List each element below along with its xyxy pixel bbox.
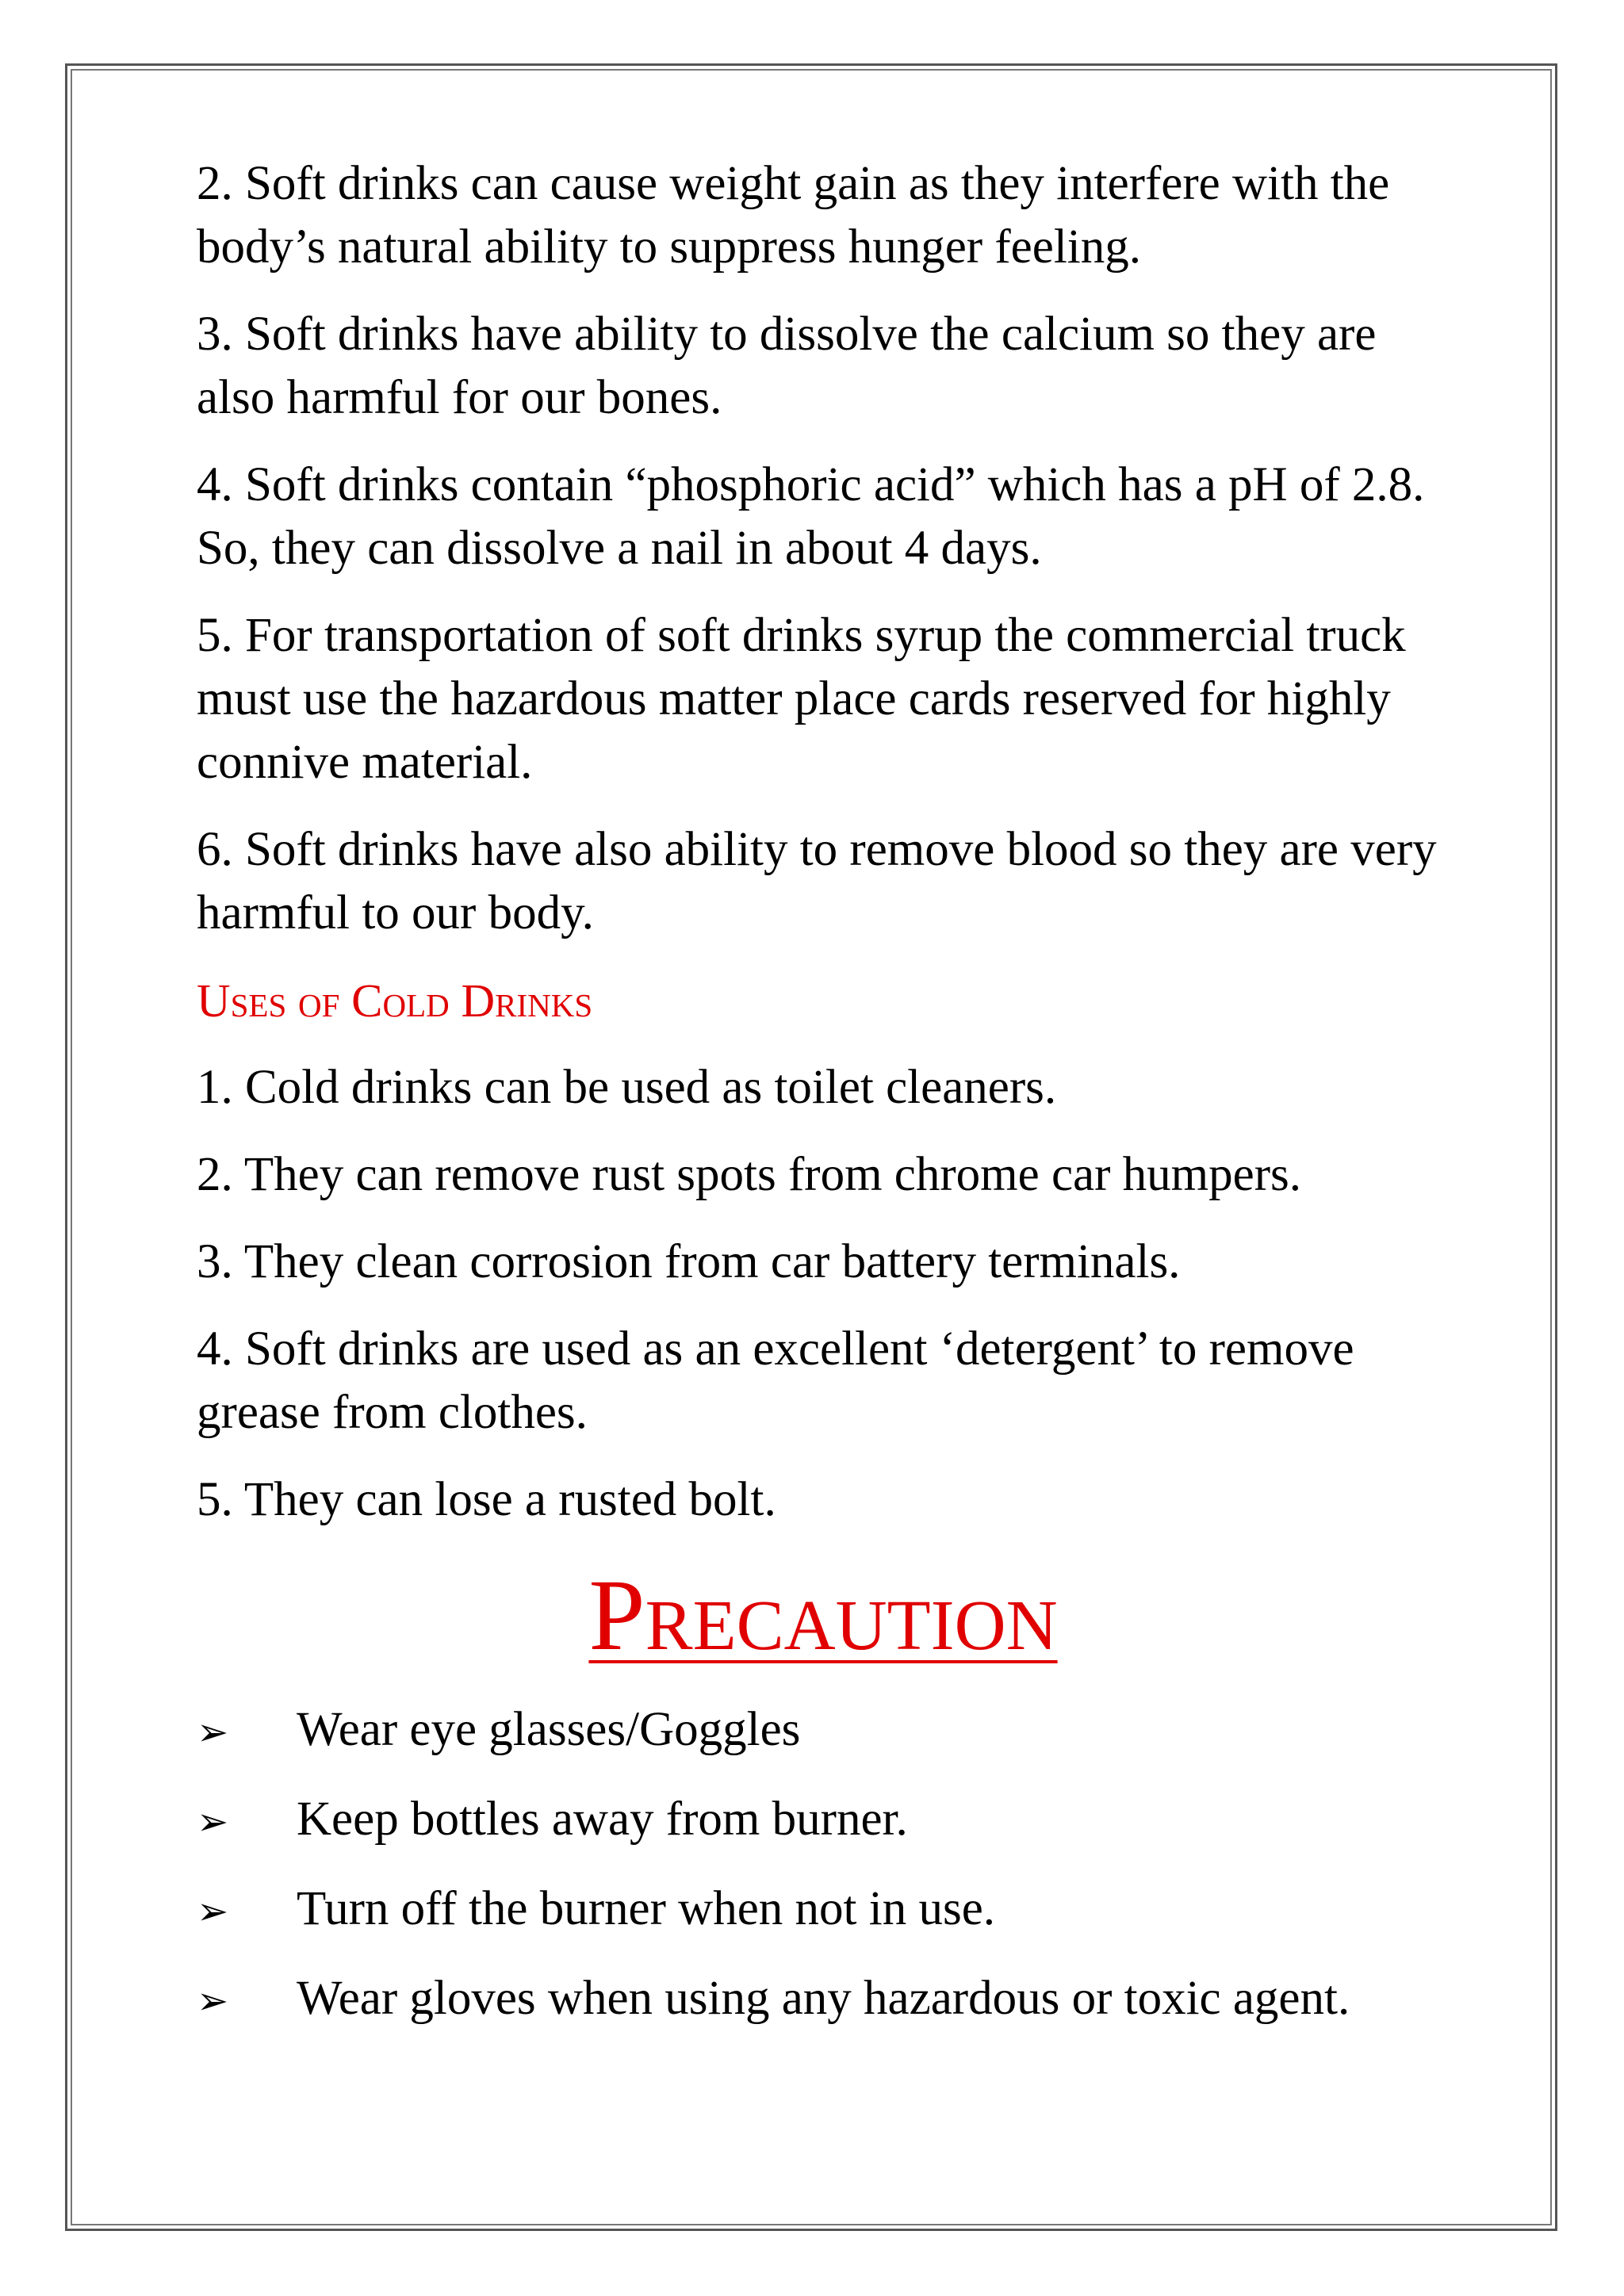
document-content [197,152,1450,2057]
arrow-bullet-icon: ➢ [197,1889,229,1934]
use-item-4: 4. Soft drinks are used as an excellent ‘detergent’ to remove grease from clothes. [197,1322,1354,1439]
use-item-5: 5. They can lose a rusted bolt. [197,1473,776,1526]
precaution-text: Turn off the burner when not in use. [297,1882,996,1935]
harmful-effect-5: 5. For transportation of soft drinks syrup the commercial truck must use the hazardous matter place cards reserved for highly connive material. [197,609,1406,789]
harmful-effect-3: 3. Soft drinks have ability to dissolve the calcium so they are also harmful for our bones. [197,308,1377,424]
precaution-item-1 [197,1698,1450,1764]
use-item-3: 3. They clean corrosion from car battery terminals. [197,1235,1181,1288]
precaution-item-2 [197,1788,1450,1854]
use-item-2: 2. They can remove rust spots from chrome car humpers. [197,1148,1301,1201]
harmful-effect-4: 4. Soft drinks contain “phosphoric acid” which has a pH of 2.8. So, they can dissolve a nail in about 4 days. [197,458,1425,575]
arrow-bullet-icon: ➢ [197,1979,229,2023]
arrow-bullet-icon: ➢ [197,1800,229,1844]
uses-heading: Uses of Cold Drinks [197,974,593,1027]
harmful-effect-6: 6. Soft drinks have also ability to remove blood so they are very harmful to our body. [197,823,1437,939]
use-item-1: 1. Cold drinks can be used as toilet cleaners. [197,1061,1057,1114]
precaution-text: Wear eye glasses/Goggles [297,1703,801,1756]
precaution-item-3 [197,1877,1450,1943]
precaution-item-4 [197,1967,1450,2033]
harmful-effect-2: 2. Soft drinks can cause weight gain as they interfere with the body’s natural ability to suppress hunger feeling. [197,157,1390,274]
precaution-text: Wear gloves when using any hazardous or toxic agent. [297,1972,1350,2025]
precaution-heading: Precaution [588,1559,1058,1671]
precaution-text: Keep bottles away from burner. [297,1793,908,1846]
arrow-bullet-icon: ➢ [197,1710,229,1755]
